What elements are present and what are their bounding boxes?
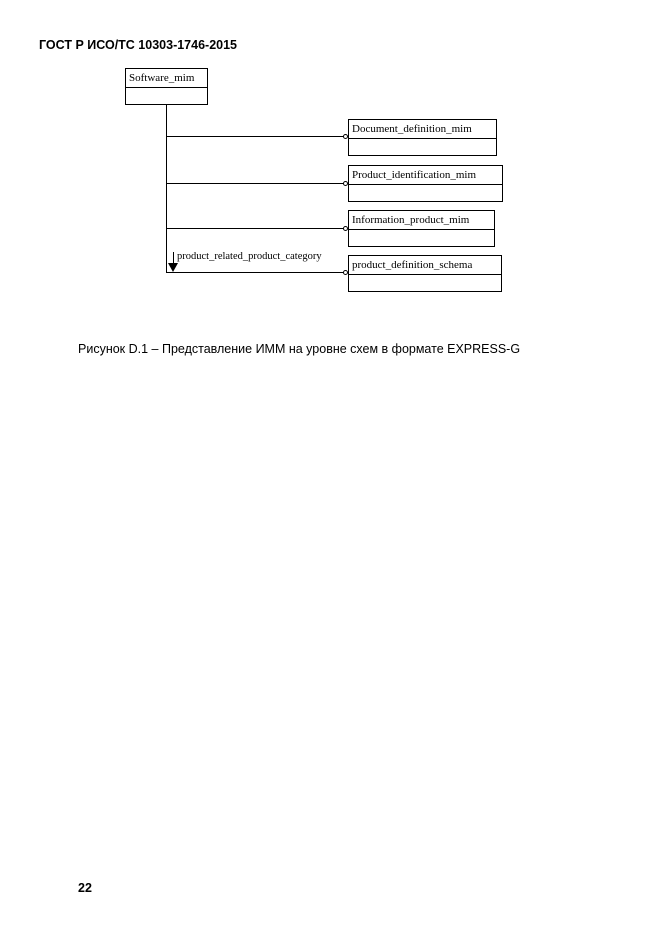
branch-line — [166, 136, 345, 137]
document-code-header: ГОСТ Р ИСО/ТС 10303-1746-2015 — [39, 38, 238, 52]
branch-line — [166, 183, 345, 184]
schema-box-software-mim — [125, 68, 208, 105]
reference-line — [166, 272, 345, 273]
schema-box-product-identification-mim — [348, 165, 503, 202]
schema-box-label: Product_identification_mim — [349, 166, 502, 185]
arrow-down-icon — [168, 263, 178, 272]
schema-box-label: Information_product_mim — [349, 211, 494, 230]
schema-box-label: product_definition_schema — [349, 256, 501, 275]
branch-line — [166, 228, 345, 229]
schema-box-label: Document_definition_mim — [349, 120, 496, 139]
trunk-line — [166, 105, 167, 272]
figure-caption: Рисунок D.1 – Представление ИММ на уровне схем в формате EXPRESS-G — [78, 342, 521, 356]
schema-box-document-definition-mim — [348, 119, 497, 156]
schema-box-information-product-mim — [348, 210, 495, 247]
schema-box-label: Software_mim — [126, 69, 207, 88]
reference-label: product_related_product_category — [177, 251, 322, 262]
schema-box-product-definition-schema — [348, 255, 502, 292]
page-number: 22 — [78, 881, 92, 895]
